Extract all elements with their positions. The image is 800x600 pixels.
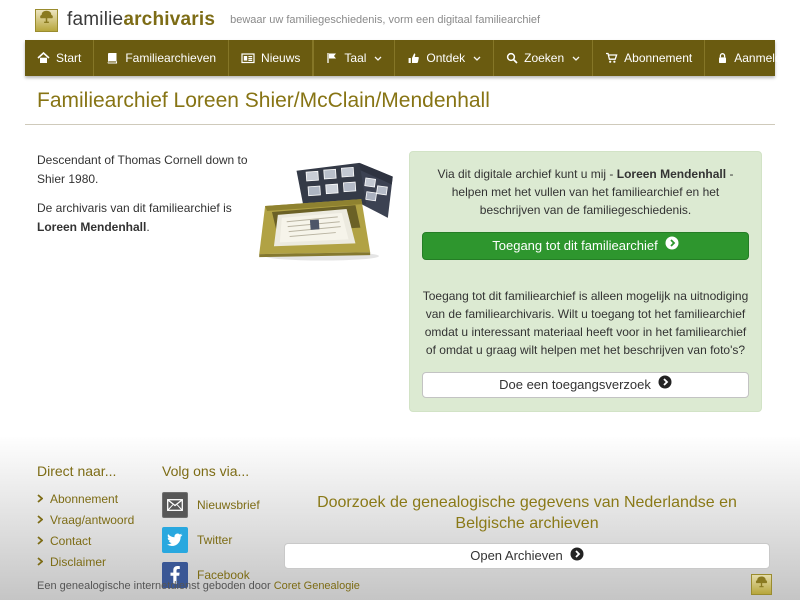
footer-link-label: Nieuwsbrief xyxy=(197,498,260,512)
content-row xyxy=(25,125,775,412)
access-panel xyxy=(409,151,762,412)
access-archive-button[interactable] xyxy=(422,232,749,260)
footer-link-nieuwsbrief[interactable] xyxy=(162,492,284,518)
footer-link-label: Disclaimer xyxy=(50,555,107,569)
tree-icon xyxy=(754,575,769,595)
nav-item-label: Zoeken xyxy=(524,51,565,65)
nav-item-start[interactable] xyxy=(25,40,94,76)
footer-link-label: Facebook xyxy=(197,568,250,582)
site-footer xyxy=(0,437,800,600)
access-request-text: Toegang tot dit familiearchief is alleen mogelijk na uitnodiging van de familiearchivaris. Wilt u toegang tot het familiearchief omdat u interessant materiaal heeft voor in het familiearchief of omdat u graag wilt helpen met het beschrijven van foto's? xyxy=(422,289,749,357)
open-archieven-button[interactable] xyxy=(284,543,770,569)
newspaper-icon xyxy=(241,52,255,64)
book-icon xyxy=(106,52,119,64)
archivist-name: Loreen Mendenhall xyxy=(37,219,147,234)
archives-heading: Doorzoek de genealogische gegevens van Nederlandse en Belgische archieven xyxy=(317,494,737,532)
footer-link-label: Contact xyxy=(50,534,92,548)
search-icon xyxy=(506,52,518,64)
credit-line xyxy=(37,580,360,592)
nav-item-label: Aanmelden xyxy=(734,51,795,65)
footer-link-contact[interactable] xyxy=(37,534,162,548)
main-content xyxy=(0,89,800,412)
footer-direct-column xyxy=(37,463,162,597)
nav-item-nieuws[interactable] xyxy=(229,40,313,76)
footer-archives-column xyxy=(284,463,770,597)
main-nav xyxy=(25,40,795,76)
nav-item-label: Ontdek xyxy=(426,51,466,65)
nav-item-label: Nieuws xyxy=(261,51,301,65)
footer-link-disclaimer[interactable] xyxy=(37,555,162,569)
newsletter-icon xyxy=(162,492,188,518)
open-archieven-button-label: Open Archieven xyxy=(470,548,563,564)
footer-link-abonnement[interactable] xyxy=(37,492,162,506)
home-icon xyxy=(37,52,50,64)
brand-suffix: archivaris xyxy=(123,9,216,30)
footer-link-label: Vraag/antwoord xyxy=(50,513,135,527)
credit-text: Een genealogische internetdienst geboden door xyxy=(37,580,274,592)
footer-columns xyxy=(0,437,800,597)
request-access-button-label: Doe een toegangsverzoek xyxy=(499,377,651,393)
nav-item-zoeken[interactable] xyxy=(493,40,592,76)
nav-right-group xyxy=(313,40,800,76)
twitter-icon xyxy=(162,527,188,553)
follow-heading: Volg ons via... xyxy=(162,463,250,479)
invite-prefix: Via dit digitale archief kunt u mij - xyxy=(437,167,617,181)
brand-name[interactable] xyxy=(67,9,215,31)
intro-text xyxy=(37,151,249,247)
archive-box-photo xyxy=(251,155,399,268)
direct-heading: Direct naar... xyxy=(37,463,117,479)
site-header xyxy=(0,0,800,40)
chevron-down-icon xyxy=(473,56,481,61)
nav-item-label: Abonnement xyxy=(624,51,693,65)
chevron-right-icon xyxy=(37,492,43,506)
nav-item-familiearchieven[interactable] xyxy=(94,40,229,76)
nav-item-taal[interactable] xyxy=(313,40,394,76)
footer-link-vraag-antwoord[interactable] xyxy=(37,513,162,527)
chevron-down-icon xyxy=(572,56,580,61)
coret-genealogie-link[interactable]: Coret Genealogie xyxy=(273,580,360,592)
arrow-circle-icon xyxy=(658,375,672,395)
access-archive-button-label: Toegang tot dit familiearchief xyxy=(492,238,658,254)
footer-link-label: Abonnement xyxy=(50,492,119,506)
chevron-down-icon xyxy=(374,56,382,61)
language-flag-icon xyxy=(326,52,338,64)
tree-icon xyxy=(38,9,55,31)
footer-link-twitter[interactable] xyxy=(162,527,284,553)
footer-link-label: Twitter xyxy=(197,533,233,547)
access-invite-text xyxy=(422,165,749,219)
nav-left-group xyxy=(25,40,313,76)
cart-icon xyxy=(605,52,618,64)
nav-item-ontdek[interactable] xyxy=(394,40,493,76)
intro-line-2-prefix: De archivaris van dit familiearchief is xyxy=(37,201,232,216)
invite-suffix: - helpen met het vullen van het familiearchief en het beschrijven van de familiegeschiedenis. xyxy=(451,167,734,217)
site-logo[interactable] xyxy=(35,9,58,32)
arrow-circle-icon xyxy=(570,547,584,564)
intro-line-2 xyxy=(37,199,249,236)
intro-line-2-suffix: . xyxy=(146,219,150,234)
nav-item-abonnement[interactable] xyxy=(592,40,704,76)
chevron-right-icon xyxy=(37,534,43,548)
site-tagline: bewaar uw familiegeschiedenis, vorm een digitaal familiearchief xyxy=(230,14,541,26)
page-title: Familiearchief Loreen Shier/McClain/Mendenhall xyxy=(37,89,490,112)
arrow-circle-icon xyxy=(665,236,679,256)
footer-follow-column xyxy=(162,463,284,597)
nav-item-label: Taal xyxy=(344,51,367,65)
coret-logo[interactable] xyxy=(751,574,772,595)
nav-item-label: Familiearchieven xyxy=(125,51,217,65)
nav-item-label: Start xyxy=(56,51,82,65)
brand-prefix: familie xyxy=(67,9,124,30)
invite-archivist-name: Loreen Mendenhall xyxy=(616,167,727,181)
chevron-right-icon xyxy=(37,555,43,569)
request-access-button[interactable] xyxy=(422,372,749,398)
discover-hand-icon xyxy=(407,52,420,64)
chevron-right-icon xyxy=(37,513,43,527)
lock-icon xyxy=(717,52,728,64)
intro-line-1: Descendant of Thomas Cornell down to Shier 1980. xyxy=(37,153,248,186)
nav-item-aanmelden[interactable] xyxy=(704,40,800,76)
